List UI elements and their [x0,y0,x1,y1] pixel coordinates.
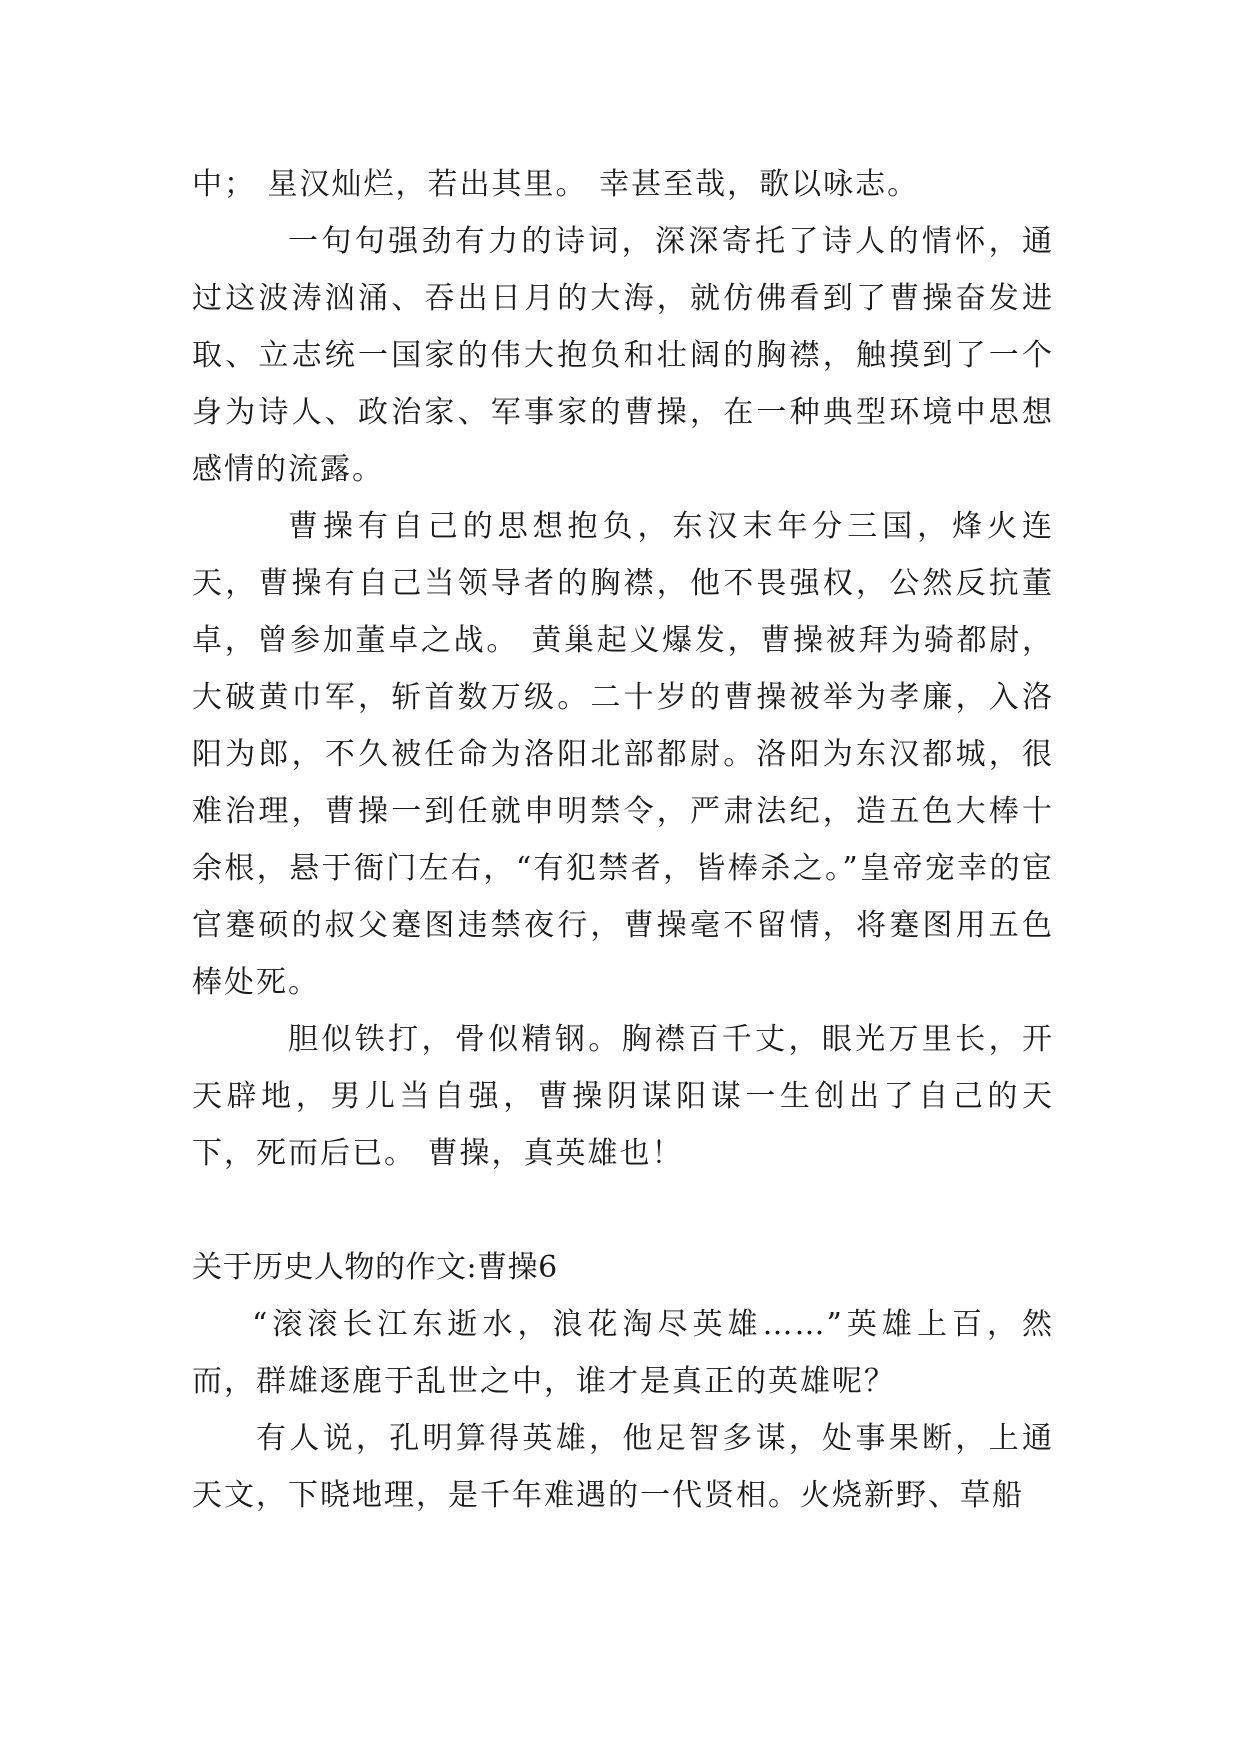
section-spacer [192,1182,1054,1239]
paragraph-poem-commentary: 一句句强劲有力的诗词，深深寄托了诗人的情怀，通过这波涛汹涌、吞出日月的大海，就仿佛看到了曹操奋发进取、立志统一国家的伟大抱负和壮阔的胸襟，触摸到了一个身为诗人、政治家、军事家的曹操，在一种典型环境中思想感情的流露。 [192,224,1054,487]
paragraph-section-opening: “滚滚长江东逝水，浪花淘尽英雄……”英雄上百，然而，群雄逐鹿于乱世之中，谁才是真正的英雄呢？ [192,1307,1054,1399]
section-title: 关于历史人物的作文:曹操6 [192,1250,558,1285]
paragraph-kongming: 有人说，孔明算得英雄，他足智多谋，处事果断，上通天文，下晓地理，是千年难遇的一代贤相。火烧新野、草船 [192,1421,1054,1513]
paragraph-poem-end: 中； 星汉灿烂，若出其里。 幸甚至哉，歌以咏志。 [192,167,920,202]
paragraph-conclusion: 胆似铁打，骨似精钢。胸襟百千丈，眼光万里长，开天辟地，男儿当自强，曹操阴谋阳谋一生创出了自己的天下，死而后已。 曹操，真英雄也！ [192,1022,1054,1171]
document-body [192,156,1054,1524]
paragraph-ambition: 曹操有自己的思想抱负，东汉末年分三国，烽火连天，曹操有自己当领导者的胸襟，他不畏强权，公然反抗董卓，曾参加董卓之战。 黄巢起义爆发，曹操被拜为骑都尉，大破黄巾军，斩首数万级。二十岁的曹操被举为孝廉，入洛阳为郎，不久被任命为洛阳北部都尉。洛阳为东汉都城，很难治理，曹操一到任就申明禁令，严肃法纪，造五色大棒十余根，悬于衙门左右，“有犯禁者，皆棒杀之。”皇帝宠幸的宦官蹇硕的叔父蹇图违禁夜行，曹操毫不留情，将蹇图用五色棒处死。 [192,509,1054,1000]
